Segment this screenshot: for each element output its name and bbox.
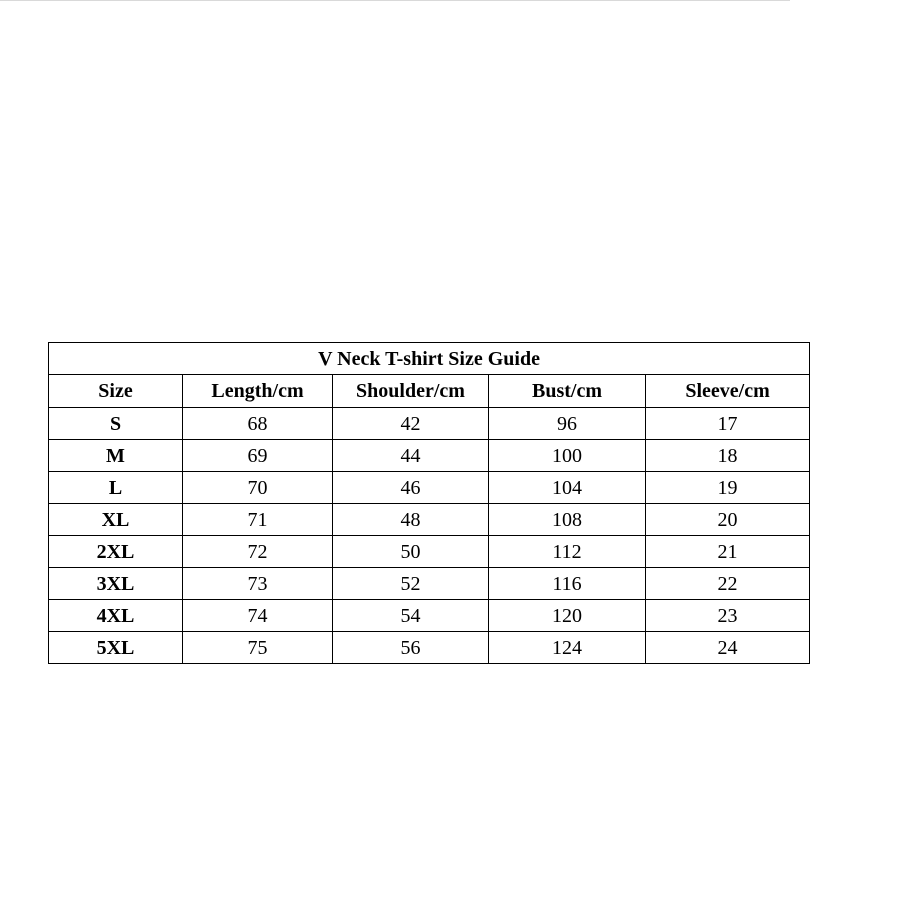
table-row	[49, 408, 810, 440]
length-cell: 74	[183, 600, 333, 632]
shoulder-cell: 42	[333, 408, 489, 440]
bust-cell: 100	[489, 440, 646, 472]
length-cell: 75	[183, 632, 333, 664]
sleeve-cell: 24	[646, 632, 810, 664]
size-cell: 3XL	[49, 568, 183, 600]
length-cell: 73	[183, 568, 333, 600]
bust-cell: 120	[489, 600, 646, 632]
header-bust: Bust/cm	[489, 375, 646, 408]
sleeve-cell: 21	[646, 536, 810, 568]
sleeve-cell: 22	[646, 568, 810, 600]
length-cell: 72	[183, 536, 333, 568]
length-cell: 70	[183, 472, 333, 504]
table-row	[49, 536, 810, 568]
shoulder-cell: 48	[333, 504, 489, 536]
length-cell: 71	[183, 504, 333, 536]
length-cell: 68	[183, 408, 333, 440]
shoulder-cell: 52	[333, 568, 489, 600]
sleeve-cell: 23	[646, 600, 810, 632]
top-divider	[0, 0, 790, 1]
size-cell: 5XL	[49, 632, 183, 664]
shoulder-cell: 46	[333, 472, 489, 504]
title-row	[49, 343, 810, 375]
bust-cell: 116	[489, 568, 646, 600]
bust-cell: 96	[489, 408, 646, 440]
header-shoulder: Shoulder/cm	[333, 375, 489, 408]
size-cell: 2XL	[49, 536, 183, 568]
size-cell: S	[49, 408, 183, 440]
table-row	[49, 600, 810, 632]
bust-cell: 112	[489, 536, 646, 568]
shoulder-cell: 54	[333, 600, 489, 632]
shoulder-cell: 56	[333, 632, 489, 664]
table-row	[49, 504, 810, 536]
header-size: Size	[49, 375, 183, 408]
table-row	[49, 632, 810, 664]
table-title: V Neck T-shirt Size Guide	[49, 343, 810, 375]
table-row	[49, 568, 810, 600]
sleeve-cell: 20	[646, 504, 810, 536]
sleeve-cell: 17	[646, 408, 810, 440]
sleeve-cell: 19	[646, 472, 810, 504]
header-length: Length/cm	[183, 375, 333, 408]
length-cell: 69	[183, 440, 333, 472]
bust-cell: 108	[489, 504, 646, 536]
size-cell: L	[49, 472, 183, 504]
size-cell: M	[49, 440, 183, 472]
size-cell: 4XL	[49, 600, 183, 632]
size-cell: XL	[49, 504, 183, 536]
bust-cell: 104	[489, 472, 646, 504]
sleeve-cell: 18	[646, 440, 810, 472]
table-row	[49, 440, 810, 472]
shoulder-cell: 44	[333, 440, 489, 472]
size-guide-table	[48, 342, 810, 664]
shoulder-cell: 50	[333, 536, 489, 568]
table-row	[49, 472, 810, 504]
header-sleeve: Sleeve/cm	[646, 375, 810, 408]
header-row	[49, 375, 810, 408]
bust-cell: 124	[489, 632, 646, 664]
